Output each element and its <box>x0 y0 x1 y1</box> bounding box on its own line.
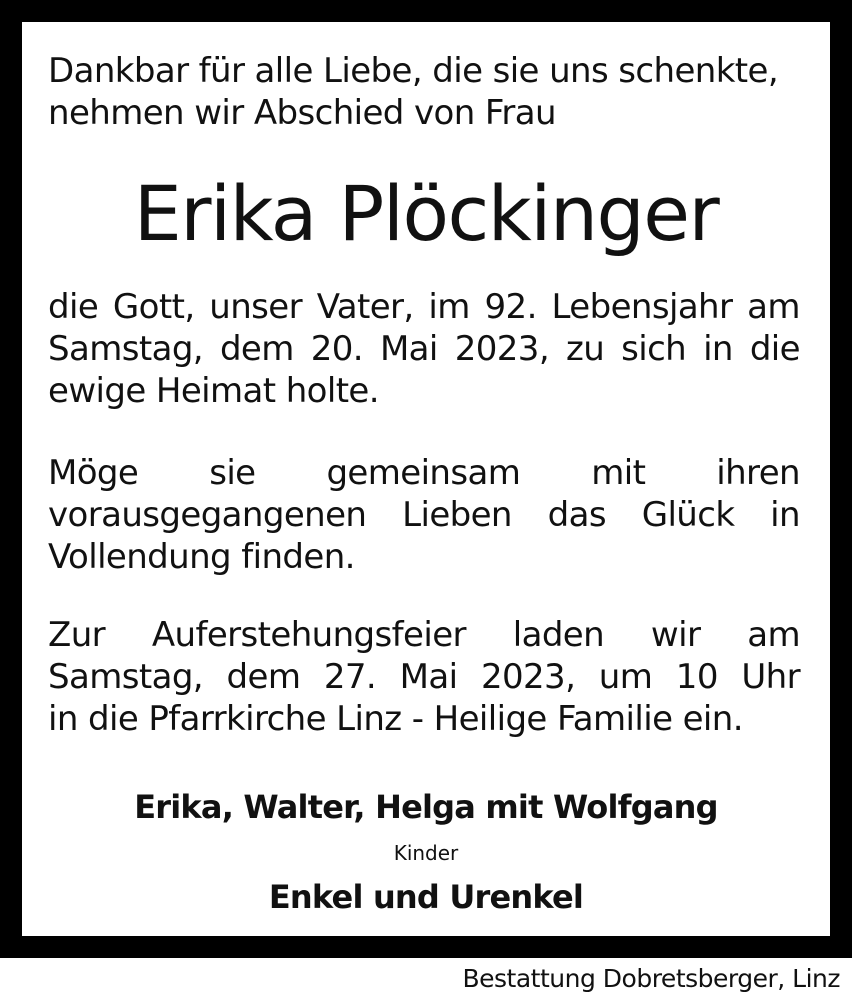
word: am <box>747 615 800 655</box>
intro-line: Dankbar für alle Liebe, die sie uns schenkte, <box>48 51 779 91</box>
word: Mai <box>399 657 458 697</box>
word: Lieben <box>402 495 512 535</box>
word: gemeinsam <box>326 453 521 493</box>
word: sich <box>621 329 687 369</box>
word: die <box>48 287 99 327</box>
word: wir <box>650 615 701 655</box>
word: vorausgegangenen <box>48 495 367 535</box>
word: Lebensjahr <box>551 287 733 327</box>
paragraph-line <box>48 286 800 328</box>
word: zu <box>565 329 605 369</box>
word: unser <box>209 287 302 327</box>
paragraph-line <box>48 494 800 536</box>
paragraph-line <box>48 614 800 656</box>
word: dem <box>226 657 301 697</box>
word: Vater, <box>316 287 414 327</box>
word: Möge <box>48 453 139 493</box>
word: Gott, <box>112 287 195 327</box>
word: im <box>428 287 470 327</box>
word: Uhr <box>741 657 800 697</box>
grandchildren-line: Enkel und Urenkel <box>268 878 584 916</box>
word: um <box>598 657 653 697</box>
paragraph-line <box>48 656 800 698</box>
word: 92. <box>484 287 537 327</box>
undertaker-credit: Bestattung Dobretsberger, Linz <box>462 964 840 993</box>
word: Mai <box>379 329 438 369</box>
paragraph-line: in die Pfarrkirche Linz - Heilige Familie ein. <box>48 699 743 739</box>
word: 2023, <box>454 329 550 369</box>
word: Samstag, <box>48 657 204 697</box>
ceremony-paragraph <box>48 614 800 740</box>
word: in <box>770 495 800 535</box>
word: 2023, <box>480 657 576 697</box>
word: 10 <box>675 657 718 697</box>
paragraph-line: ewige Heimat holte. <box>48 371 379 411</box>
word: Glück <box>641 495 735 535</box>
word: 27. <box>323 657 377 697</box>
word: am <box>747 287 800 327</box>
word: Auferstehungsfeier <box>151 615 466 655</box>
family-relation: Kinder <box>393 841 459 865</box>
word: sie <box>209 453 256 493</box>
word: in <box>703 329 733 369</box>
word: Zur <box>48 615 106 655</box>
paragraph-line <box>48 328 800 370</box>
deceased-name: Erika Plöckinger <box>133 169 719 258</box>
word: 20. <box>310 329 363 369</box>
family-names: Erika, Walter, Helga mit Wolfgang <box>134 788 718 826</box>
word: Samstag, <box>48 329 204 369</box>
paragraph-line <box>48 452 800 494</box>
word: das <box>547 495 606 535</box>
word: mit <box>591 453 646 493</box>
intro-text <box>48 50 800 134</box>
word: dem <box>219 329 294 369</box>
word: laden <box>512 615 605 655</box>
death-paragraph <box>48 286 800 412</box>
intro-line: nehmen wir Abschied von Frau <box>48 93 556 133</box>
word: die <box>749 329 800 369</box>
blessing-paragraph <box>48 452 800 578</box>
word: ihren <box>716 453 800 493</box>
paragraph-line: Vollendung finden. <box>48 537 355 577</box>
